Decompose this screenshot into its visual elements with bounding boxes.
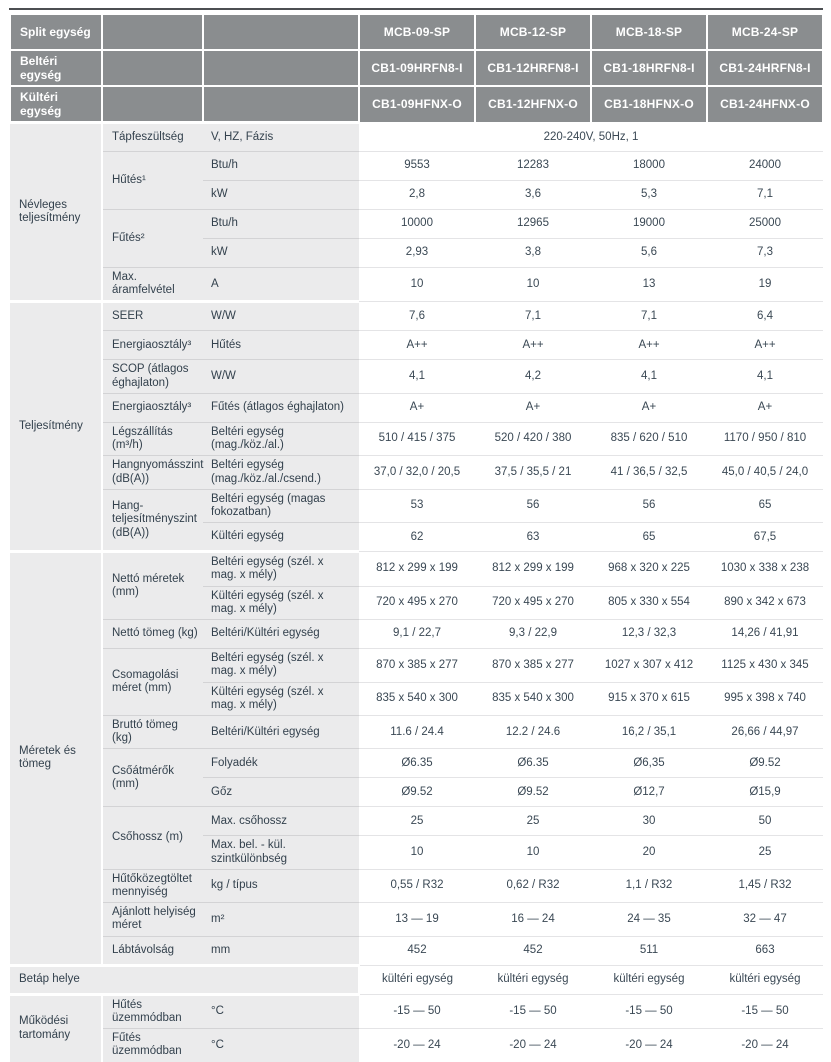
spec-value: Ø6.35 bbox=[475, 749, 591, 778]
spec-value: 220-240V, 50Hz, 1 bbox=[359, 123, 823, 152]
spec-table-header bbox=[10, 14, 823, 123]
spec-value: Ø12,7 bbox=[591, 778, 707, 807]
spec-value: 0,55 / R32 bbox=[359, 869, 475, 902]
spec-value: 1,1 / R32 bbox=[591, 869, 707, 902]
spec-value: 45,0 / 40,5 / 24,0 bbox=[707, 456, 823, 489]
split-unit-row bbox=[10, 14, 823, 50]
spec-label: Hűtés¹ bbox=[102, 152, 203, 210]
spec-label: Nettó tömeg (kg) bbox=[102, 620, 203, 649]
spec-value: 25 bbox=[475, 807, 591, 836]
spec-value: 18000 bbox=[591, 152, 707, 181]
spec-sublabel: kW bbox=[203, 181, 359, 210]
spec-value: 663 bbox=[707, 936, 823, 965]
spec-sublabel: Beltéri egység (szél. x mag. x mély) bbox=[203, 552, 359, 586]
spec-value: -20 — 24 bbox=[359, 1029, 475, 1062]
spec-label: Csőhossz (m) bbox=[102, 807, 203, 869]
spec-value: 1027 x 307 x 412 bbox=[591, 649, 707, 682]
spec-sublabel: mm bbox=[203, 936, 359, 965]
spec-row bbox=[10, 715, 823, 748]
spec-value: 520 / 420 / 380 bbox=[475, 422, 591, 455]
spec-value: kültéri egység bbox=[359, 965, 475, 994]
spec-value: 12283 bbox=[475, 152, 591, 181]
spec-label: Energiaosztály³ bbox=[102, 331, 203, 360]
spec-row bbox=[10, 552, 823, 586]
spec-sublabel: Btu/h bbox=[203, 210, 359, 239]
spec-value: 835 x 540 x 300 bbox=[359, 682, 475, 715]
model-name: MCB-09-SP bbox=[359, 14, 475, 50]
spec-value: 3,6 bbox=[475, 181, 591, 210]
spec-sublabel: Beltéri/Kültéri egység bbox=[203, 620, 359, 649]
spec-value: Ø15,9 bbox=[707, 778, 823, 807]
spec-sublabel: Kültéri egység bbox=[203, 523, 359, 552]
spec-value: Ø9.52 bbox=[359, 778, 475, 807]
spec-sublabel: Beltéri egység (magas fokozatban) bbox=[203, 489, 359, 522]
spec-row bbox=[10, 649, 823, 682]
spec-sublabel: W/W bbox=[203, 302, 359, 331]
spec-sublabel: W/W bbox=[203, 360, 359, 393]
model-name: CB1-18HFNX-O bbox=[591, 86, 707, 123]
spec-value: 56 bbox=[591, 489, 707, 522]
section-label: Teljesítmény bbox=[10, 302, 102, 552]
spec-value: 12,3 / 32,3 bbox=[591, 620, 707, 649]
spec-row bbox=[10, 936, 823, 965]
spec-row bbox=[10, 620, 823, 649]
spec-value: 7,1 bbox=[475, 302, 591, 331]
spec-row bbox=[10, 1029, 823, 1062]
spec-value: 890 x 342 x 673 bbox=[707, 586, 823, 619]
spec-value: A++ bbox=[475, 331, 591, 360]
spec-value: 835 / 620 / 510 bbox=[591, 422, 707, 455]
spec-value: -15 — 50 bbox=[359, 994, 475, 1028]
header-spacer bbox=[203, 14, 359, 50]
spec-value: 7,1 bbox=[707, 181, 823, 210]
spec-value: 2,8 bbox=[359, 181, 475, 210]
spec-value: 32 — 47 bbox=[707, 903, 823, 936]
spec-value: A+ bbox=[359, 393, 475, 422]
header-spacer bbox=[203, 86, 359, 123]
spec-value: 6,4 bbox=[707, 302, 823, 331]
spec-value: -20 — 24 bbox=[707, 1029, 823, 1062]
section-label: Működési tartomány bbox=[10, 994, 102, 1061]
spec-label: Tápfeszültség bbox=[102, 123, 203, 152]
spec-value: A++ bbox=[359, 331, 475, 360]
spec-value: 41 / 36,5 / 32,5 bbox=[591, 456, 707, 489]
spec-label: Fűtés² bbox=[102, 210, 203, 268]
spec-value: Ø6.35 bbox=[359, 749, 475, 778]
spec-value: 9,1 / 22,7 bbox=[359, 620, 475, 649]
indoor-unit-label: Beltéri egység bbox=[10, 50, 102, 86]
spec-table bbox=[9, 13, 824, 1062]
spec-value: 0,62 / R32 bbox=[475, 869, 591, 902]
header-spacer bbox=[102, 50, 203, 86]
spec-value: 67,5 bbox=[707, 523, 823, 552]
spec-value: 3,8 bbox=[475, 239, 591, 268]
spec-label: Hangnyomásszint (dB(A)) bbox=[102, 456, 203, 489]
spec-value: 37,5 / 35,5 / 21 bbox=[475, 456, 591, 489]
header-spacer bbox=[102, 86, 203, 123]
spec-value: 10 bbox=[475, 836, 591, 869]
spec-value: 720 x 495 x 270 bbox=[475, 586, 591, 619]
spec-value: 24 — 35 bbox=[591, 903, 707, 936]
spec-value: Ø9.52 bbox=[475, 778, 591, 807]
spec-row bbox=[10, 360, 823, 393]
spec-label: Bruttó tömeg (kg) bbox=[102, 715, 203, 748]
spec-value: 62 bbox=[359, 523, 475, 552]
spec-value: 870 x 385 x 277 bbox=[475, 649, 591, 682]
spec-value: 1,45 / R32 bbox=[707, 869, 823, 902]
spec-value: 812 x 299 x 199 bbox=[475, 552, 591, 586]
spec-value: 12965 bbox=[475, 210, 591, 239]
spec-value: 14,26 / 41,91 bbox=[707, 620, 823, 649]
spec-row bbox=[10, 869, 823, 902]
spec-value: 16,2 / 35,1 bbox=[591, 715, 707, 748]
spec-value: 10000 bbox=[359, 210, 475, 239]
spec-value: Ø9.52 bbox=[707, 749, 823, 778]
spec-row bbox=[10, 331, 823, 360]
spec-value: 5,3 bbox=[591, 181, 707, 210]
spec-value: 7,3 bbox=[707, 239, 823, 268]
spec-sublabel: Btu/h bbox=[203, 152, 359, 181]
spec-row bbox=[10, 489, 823, 522]
spec-value: 13 bbox=[591, 268, 707, 302]
spec-value: 10 bbox=[475, 268, 591, 302]
spec-sublabel: Beltéri egység (szél. x mag. x mély) bbox=[203, 649, 359, 682]
spec-sublabel: °C bbox=[203, 1029, 359, 1062]
spec-value: 12.2 / 24.6 bbox=[475, 715, 591, 748]
spec-value: -20 — 24 bbox=[475, 1029, 591, 1062]
spec-sublabel: kg / típus bbox=[203, 869, 359, 902]
outdoor-unit-row bbox=[10, 86, 823, 123]
spec-table-body bbox=[10, 123, 823, 1062]
spec-value: 24000 bbox=[707, 152, 823, 181]
spec-value: 16 — 24 bbox=[475, 903, 591, 936]
spec-value: 870 x 385 x 277 bbox=[359, 649, 475, 682]
top-rule bbox=[9, 8, 823, 10]
spec-row bbox=[10, 393, 823, 422]
spec-label: Lábtávolság bbox=[102, 936, 203, 965]
spec-sublabel: Hűtés bbox=[203, 331, 359, 360]
spec-row bbox=[10, 807, 823, 836]
spec-label: SEER bbox=[102, 302, 203, 331]
spec-value: 11.6 / 24.4 bbox=[359, 715, 475, 748]
spec-value: 25 bbox=[359, 807, 475, 836]
indoor-unit-row bbox=[10, 50, 823, 86]
spec-value: 19 bbox=[707, 268, 823, 302]
spec-value: 510 / 415 / 375 bbox=[359, 422, 475, 455]
spec-value: 20 bbox=[591, 836, 707, 869]
spec-value: 2,93 bbox=[359, 239, 475, 268]
spec-label: Hűtőközegtöltet mennyiség bbox=[102, 869, 203, 902]
model-name: MCB-12-SP bbox=[475, 14, 591, 50]
spec-value: 1030 x 338 x 238 bbox=[707, 552, 823, 586]
spec-value: 968 x 320 x 225 bbox=[591, 552, 707, 586]
spec-value: 50 bbox=[707, 807, 823, 836]
spec-sublabel: Kültéri egység (szél. x mag. x mély) bbox=[203, 682, 359, 715]
spec-sublabel: Fűtés (átlagos éghajlaton) bbox=[203, 393, 359, 422]
spec-row bbox=[10, 123, 823, 152]
model-name: CB1-09HFNX-O bbox=[359, 86, 475, 123]
model-name: CB1-24HRFN8-I bbox=[707, 50, 823, 86]
spec-value: 835 x 540 x 300 bbox=[475, 682, 591, 715]
spec-value: -15 — 50 bbox=[475, 994, 591, 1028]
spec-value: kültéri egység bbox=[591, 965, 707, 994]
spec-sublabel: Gőz bbox=[203, 778, 359, 807]
outdoor-unit-label: Kültéri egység bbox=[10, 86, 102, 123]
spec-value: 511 bbox=[591, 936, 707, 965]
spec-sublabel: m² bbox=[203, 903, 359, 936]
spec-sublabel: V, HZ, Fázis bbox=[203, 123, 359, 152]
spec-label: Ajánlott helyiség méret bbox=[102, 903, 203, 936]
spec-value: 7,6 bbox=[359, 302, 475, 331]
spec-value: 9553 bbox=[359, 152, 475, 181]
spec-value: Ø6,35 bbox=[591, 749, 707, 778]
spec-value: A++ bbox=[707, 331, 823, 360]
spec-value: 10 bbox=[359, 836, 475, 869]
spec-sublabel: Kültéri egység (szél. x mag. x mély) bbox=[203, 586, 359, 619]
spec-value: 7,1 bbox=[591, 302, 707, 331]
section-label: Méretek és tömeg bbox=[10, 552, 102, 966]
spec-value: 720 x 495 x 270 bbox=[359, 586, 475, 619]
spec-value: 4,1 bbox=[359, 360, 475, 393]
spec-value: 452 bbox=[359, 936, 475, 965]
spec-value: 4,1 bbox=[707, 360, 823, 393]
spec-label: Csomagolási méret (mm) bbox=[102, 649, 203, 716]
spec-sublabel: Max. bel. - kül. szintkülönbség bbox=[203, 836, 359, 869]
header-spacer bbox=[102, 14, 203, 50]
spec-label: Max. áramfelvétel bbox=[102, 268, 203, 302]
model-name: CB1-18HRFN8-I bbox=[591, 50, 707, 86]
spec-value: 19000 bbox=[591, 210, 707, 239]
spec-value: 53 bbox=[359, 489, 475, 522]
spec-value: 30 bbox=[591, 807, 707, 836]
spec-value: -15 — 50 bbox=[591, 994, 707, 1028]
spec-sublabel: kW bbox=[203, 239, 359, 268]
spec-label: Hűtés üzemmódban bbox=[102, 994, 203, 1028]
spec-value: 1170 / 950 / 810 bbox=[707, 422, 823, 455]
spec-row bbox=[10, 422, 823, 455]
spec-value: -20 — 24 bbox=[591, 1029, 707, 1062]
spec-row bbox=[10, 302, 823, 331]
spec-value: 25000 bbox=[707, 210, 823, 239]
spec-row bbox=[10, 965, 823, 994]
spec-value: 1125 x 430 x 345 bbox=[707, 649, 823, 682]
spec-sublabel: Max. csőhossz bbox=[203, 807, 359, 836]
spec-row bbox=[10, 210, 823, 239]
spec-label: Légszállítás (m³/h) bbox=[102, 422, 203, 455]
spec-sublabel: Beltéri egység (mag./köz./al.) bbox=[203, 422, 359, 455]
spec-label: Csőátmérők (mm) bbox=[102, 749, 203, 807]
spec-label: Fűtés üzemmódban bbox=[102, 1029, 203, 1062]
model-name: CB1-12HFNX-O bbox=[475, 86, 591, 123]
spec-value: kültéri egység bbox=[707, 965, 823, 994]
model-name: MCB-18-SP bbox=[591, 14, 707, 50]
spec-value: kültéri egység bbox=[475, 965, 591, 994]
spec-label: SCOP (átlagos éghajlaton) bbox=[102, 360, 203, 393]
spec-row bbox=[10, 903, 823, 936]
spec-value: 37,0 / 32,0 / 20,5 bbox=[359, 456, 475, 489]
spec-value: 56 bbox=[475, 489, 591, 522]
spec-value: 26,66 / 44,97 bbox=[707, 715, 823, 748]
header-spacer bbox=[203, 50, 359, 86]
section-label: Betáp helye bbox=[10, 965, 359, 994]
model-name: CB1-24HFNX-O bbox=[707, 86, 823, 123]
model-name: MCB-24-SP bbox=[707, 14, 823, 50]
spec-value: 4,1 bbox=[591, 360, 707, 393]
spec-row bbox=[10, 749, 823, 778]
spec-sublabel: °C bbox=[203, 994, 359, 1028]
spec-sublabel: Folyadék bbox=[203, 749, 359, 778]
split-unit-label: Split egység bbox=[10, 14, 102, 50]
spec-value: 63 bbox=[475, 523, 591, 552]
spec-value: 4,2 bbox=[475, 360, 591, 393]
spec-label: Hang-teljesítményszint (dB(A)) bbox=[102, 489, 203, 551]
spec-value: -15 — 50 bbox=[707, 994, 823, 1028]
spec-row bbox=[10, 268, 823, 302]
spec-sublabel: Beltéri/Kültéri egység bbox=[203, 715, 359, 748]
model-name: CB1-09HRFN8-I bbox=[359, 50, 475, 86]
spec-value: 5,6 bbox=[591, 239, 707, 268]
spec-value: A+ bbox=[475, 393, 591, 422]
model-name: CB1-12HRFN8-I bbox=[475, 50, 591, 86]
spec-value: 65 bbox=[707, 489, 823, 522]
spec-row bbox=[10, 994, 823, 1028]
spec-row bbox=[10, 152, 823, 181]
spec-value: A+ bbox=[707, 393, 823, 422]
spec-value: 915 x 370 x 615 bbox=[591, 682, 707, 715]
spec-row bbox=[10, 456, 823, 489]
spec-label: Nettó méretek (mm) bbox=[102, 552, 203, 620]
spec-value: A++ bbox=[591, 331, 707, 360]
spec-value: 13 — 19 bbox=[359, 903, 475, 936]
spec-value: 995 x 398 x 740 bbox=[707, 682, 823, 715]
spec-value: 9,3 / 22,9 bbox=[475, 620, 591, 649]
spec-value: A+ bbox=[591, 393, 707, 422]
spec-sublabel: Beltéri egység (mag./köz./al./csend.) bbox=[203, 456, 359, 489]
spec-label: Energiaosztály³ bbox=[102, 393, 203, 422]
section-label: Névleges teljesítmény bbox=[10, 123, 102, 302]
spec-value: 452 bbox=[475, 936, 591, 965]
spec-value: 25 bbox=[707, 836, 823, 869]
spec-value: 812 x 299 x 199 bbox=[359, 552, 475, 586]
spec-sublabel: A bbox=[203, 268, 359, 302]
spec-value: 10 bbox=[359, 268, 475, 302]
spec-value: 65 bbox=[591, 523, 707, 552]
spec-value: 805 x 330 x 554 bbox=[591, 586, 707, 619]
